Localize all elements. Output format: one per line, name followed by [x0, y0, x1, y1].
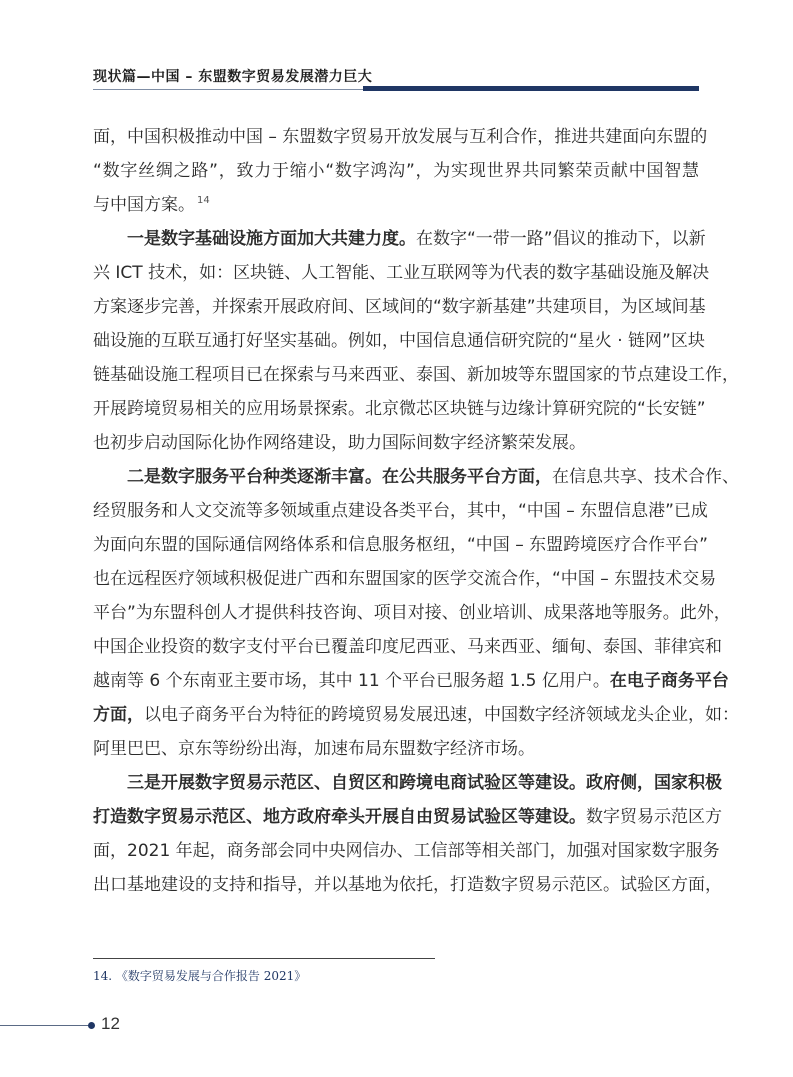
text-line: 兴 ICT 技术，如：区块链、人工智能、工业互联网等为代表的数字基础设施及解决: [93, 263, 710, 283]
text-line: 出口基地建设的支持和指导，并以基地为依托，打造数字贸易示范区。试验区方面，: [93, 875, 722, 895]
text-line: [93, 664, 729, 698]
text-segment: 与中国方案。: [93, 195, 195, 215]
footer-dot-icon: [88, 1022, 95, 1029]
text-line: 为面向东盟的国际通信网络体系和信息服务枢纽，“中国 – 东盟跨境医疗合作平台”: [93, 535, 708, 555]
text-line: 链基础设施工程项目已在探索与马来西亚、泰国、新加坡等东盟国家的节点建设工作，: [93, 365, 739, 385]
footnote: 14. 《数字贸易发展与合作报告 2021》: [93, 969, 307, 983]
text-line: 阿里巴巴、京东等纷纷出海，加速布局东盟数字经济市场。: [93, 739, 535, 759]
paragraph-2-start: [93, 460, 739, 494]
page-number: 12: [101, 1014, 120, 1033]
text-line: [93, 698, 739, 732]
text-line: 方案逐步完善，并探索开展政府间、区域间的“数字新基建”共建项目，为区域间基: [93, 297, 706, 317]
text-line: [93, 188, 699, 222]
footnote-divider: [93, 958, 435, 959]
header-accent-bar: [363, 86, 699, 91]
paragraph-lead: 打造数字贸易示范区、地方政府牵头开展自由贸易试验区等建设。: [93, 807, 586, 827]
text-line: [93, 800, 722, 834]
text-line: 开展跨境贸易相关的应用场景探索。北京微芯区块链与边缘计算研究院的“长安链”: [93, 399, 706, 419]
text-segment: 在数字“一带一路”倡议的推动下，以新: [416, 229, 706, 249]
subheading-inline: 方面，: [93, 705, 144, 725]
text-line: 中国企业投资的数字支付平台已覆盖印度尼西亚、马来西亚、缅甸、泰国、菲律宾和: [93, 637, 722, 657]
paragraph-lead: 一是数字基础设施方面加大共建力度。: [127, 229, 416, 249]
paragraph-1-start: [93, 222, 706, 256]
text-line: 经贸服务和人文交流等多领域重点建设各类平台，其中，“中国 – 东盟信息港”已成: [93, 501, 708, 521]
paragraph-3-start: 三是开展数字贸易示范区、自贸区和跨境电商试验区等建设。政府侧，国家积极: [127, 773, 722, 793]
text-line: 也初步启动国际化协作网络建设，助力国际间数字经济繁荣发展。: [93, 433, 586, 453]
paragraph-lead: 二是数字服务平台种类逐渐丰富。在公共服务平台方面，: [127, 467, 552, 487]
footnote-ref[interactable]: 14: [197, 195, 210, 207]
footer-rule: [0, 1025, 89, 1026]
body-text: [93, 120, 739, 902]
text-line: 础设施的互联互通打好坚实基础。例如，中国信息通信研究院的“星火 · 链网”区块: [93, 331, 705, 351]
text-segment: 数字贸易示范区方: [586, 807, 722, 827]
running-header: 现状篇—中国 – 东盟数字贸易发展潜力巨大: [93, 69, 373, 85]
text-line: “数字丝绸之路”，致力于缩小“数字鸿沟”，为实现世界共同繁荣贡献中国智慧: [93, 161, 699, 181]
text-segment: 在信息共享、技术合作、: [552, 467, 739, 487]
text-line: 面，2021 年起，商务部会同中央网信办、工信部等相关部门，加强对国家数字服务: [93, 841, 720, 861]
text-line: 平台”为东盟科创人才提供科技咨询、项目对接、创业培训、成果落地等服务。此外，: [93, 603, 731, 623]
text-segment: 以电子商务平台为特征的跨境贸易发展迅速，中国数字经济领域龙头企业，如：: [144, 705, 739, 725]
text-line: 也在远程医疗领域积极促进广西和东盟国家的医学交流合作，“中国 – 东盟技术交易: [93, 569, 717, 589]
text-segment: 越南等 6 个东南亚主要市场，其中 11 个平台已服务超 1.5 亿用户。: [93, 671, 610, 691]
subheading-inline: 在电子商务平台: [609, 671, 729, 691]
text-line: 面，中国积极推动中国 – 东盟数字贸易开放发展与互利合作，推进共建面向东盟的: [93, 127, 708, 147]
